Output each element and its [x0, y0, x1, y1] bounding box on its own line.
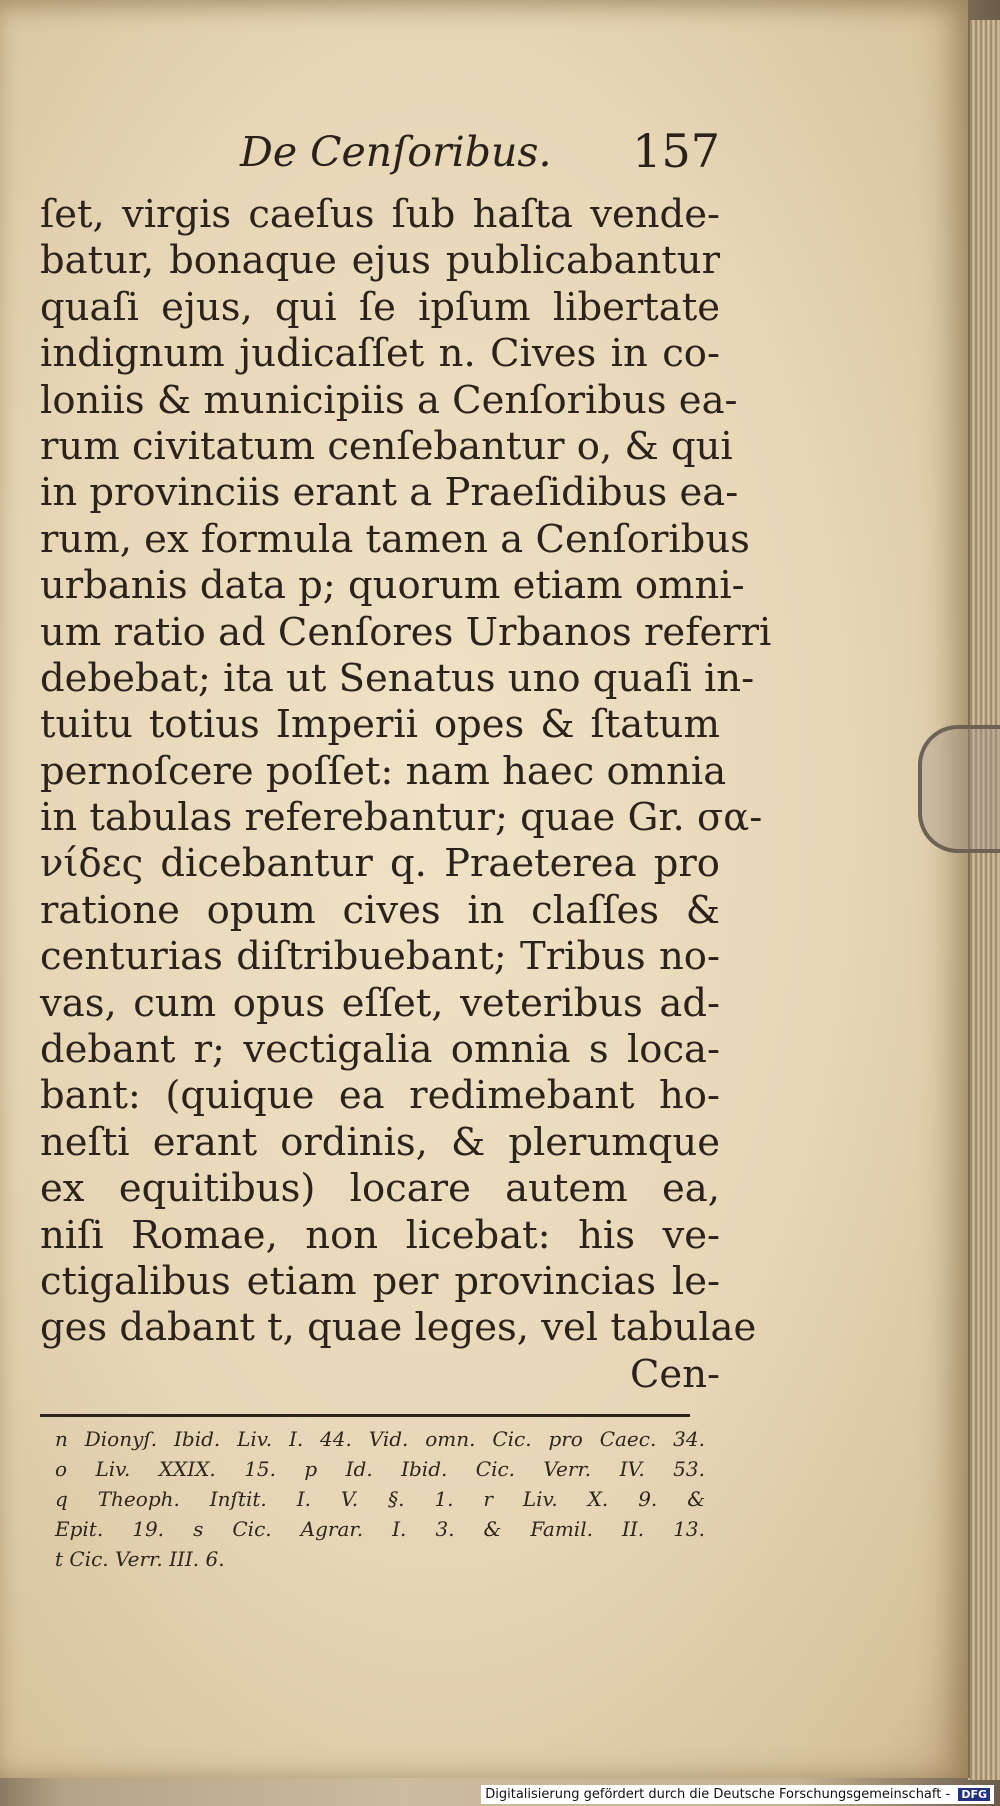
text-line: vas, cum opus eſſet, veteribus ad- — [40, 980, 720, 1026]
text-line: Cen- — [629, 1351, 720, 1397]
text-line: quaſi ejus, qui ſe ipſum libertate — [40, 284, 720, 330]
text-line: ges dabant t, quae leges, vel tabulae — [40, 1305, 757, 1351]
footnote-line: n Dionyſ. Ibid. Liv. I. 44. Vid. omn. Cic. pro Caec. 34. — [55, 1427, 705, 1451]
text-line: pernoſcere poſſet: nam haec omnia — [40, 748, 727, 794]
text-line: ſet, virgis caeſus ſub haſta vende- — [40, 192, 720, 237]
text-line: neſti erant ordinis, & plerumque — [40, 1119, 720, 1165]
dfg-logo: DFG — [958, 1788, 990, 1801]
text-line: niſi Romae, non licebat: his ve- — [40, 1212, 720, 1258]
footnote-line: Epit. 19. s Cic. Agrar. I. 3. & Famil. II. 13. — [55, 1517, 705, 1541]
text-line: νίδες dicebantur q. Praeterea pro — [40, 841, 720, 887]
text-line: centurias diſtribuebant; Tribus no- — [40, 934, 720, 980]
text-line: um ratio ad Cenſores Urbanos referri — [40, 609, 772, 655]
footnote-line: q Theoph. Inſtit. I. V. §. 1. r Liv. X. 9. & — [55, 1487, 705, 1511]
text-line: ratione opum cives in claſſes & — [40, 887, 720, 933]
credit-text: Digitalisierung gefördert durch die Deutsche Forschungsgemeinschaft - — [485, 1787, 951, 1802]
footnotes — [55, 1424, 705, 1574]
text-line: tuitu totius Imperii opes & ſtatum — [40, 702, 720, 748]
page-clip — [918, 725, 1000, 853]
digitization-credit — [481, 1785, 994, 1804]
footnote-line: t Cic. Verr. III. 6. — [55, 1547, 225, 1571]
text-line: loniis & municipiis a Cenſoribus ea- — [40, 377, 738, 423]
page-number: 157 — [632, 124, 720, 178]
main-text — [40, 192, 772, 1398]
page-edges — [968, 20, 1000, 1780]
text-line: bant: (quique ea redimebant ho- — [40, 1073, 720, 1119]
running-title: De Cenſoribus. — [240, 128, 552, 176]
text-line: rum civitatum cenſebantur o, & qui — [40, 423, 733, 469]
text-line: rum, ex formula tamen a Cenſoribus — [40, 516, 750, 562]
text-line: ctigalibus etiam per provincias le- — [40, 1258, 720, 1304]
text-line: urbanis data p; quorum etiam omni- — [40, 563, 745, 609]
text-line: in provinciis erant a Praeſidibus ea- — [40, 470, 739, 516]
text-line: batur, bonaque ejus publicabantur — [40, 238, 720, 284]
text-line: debebat; ita ut Senatus uno quaſi in- — [40, 655, 755, 701]
footnote-line: o Liv. XXIX. 15. p Id. Ibid. Cic. Verr. IV. 53. — [55, 1457, 705, 1481]
text-line: debant r; vectigalia omnia s loca- — [40, 1027, 720, 1073]
footnote-rule — [40, 1414, 690, 1417]
page-header — [240, 124, 720, 188]
text-line: ex equitibus) locare autem ea, — [40, 1166, 720, 1212]
text-line: indignum judicaſſet n. Cives in co- — [40, 331, 720, 377]
text-line: in tabulas referebantur; quae Gr. σα- — [40, 795, 763, 841]
